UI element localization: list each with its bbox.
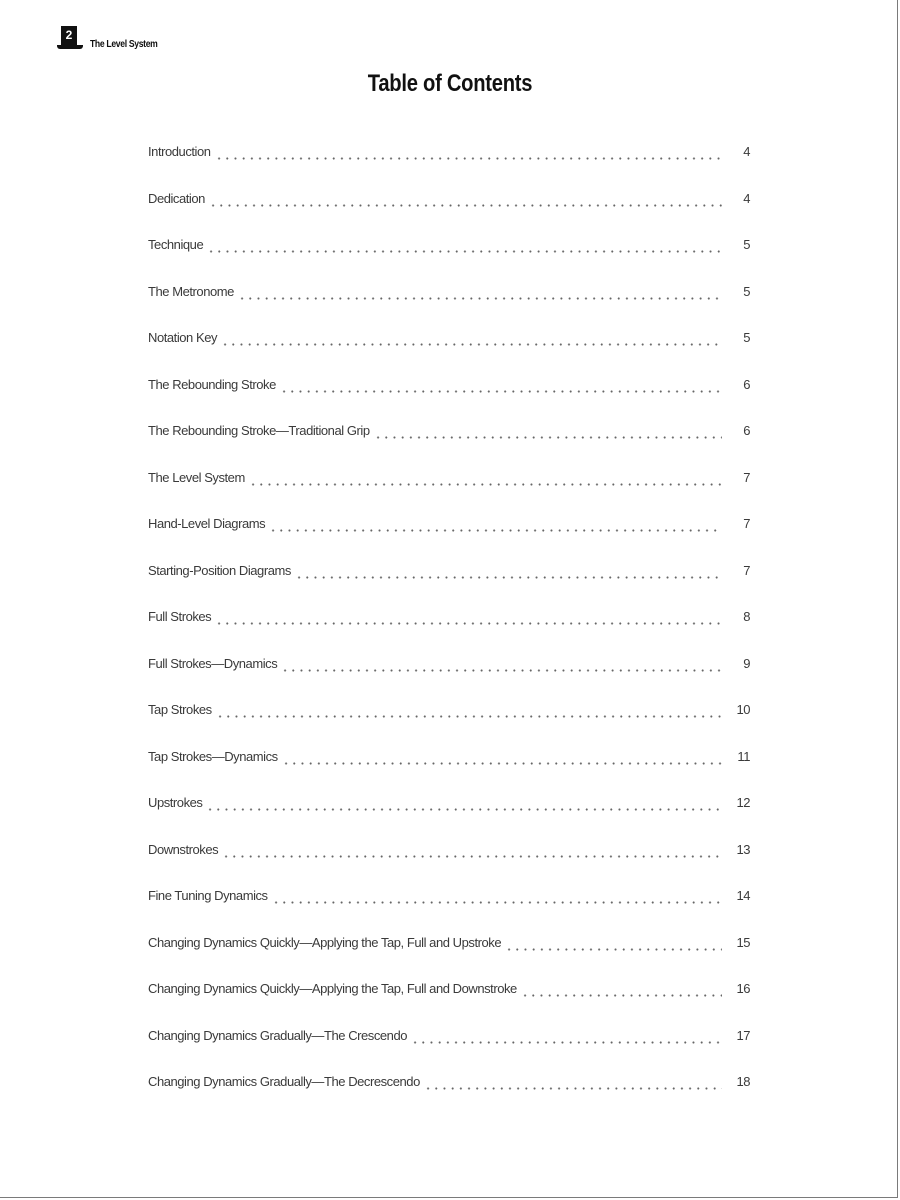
toc-entry (148, 512, 750, 559)
toc-entry-label: Full Strokes—Dynamics (148, 655, 278, 671)
toc-entry-label: The Metronome (148, 283, 234, 299)
toc-entry-page: 5 (743, 283, 750, 299)
toc-entry-label: Starting-Position Diagrams (148, 562, 291, 578)
running-header (57, 26, 172, 54)
toc-entry-page: 4 (743, 144, 750, 159)
toc-entry-page: 5 (743, 330, 750, 345)
toc-entry (148, 466, 750, 513)
toc-entry-page: 7 (743, 516, 750, 531)
toc-entry-label: Dedication (148, 190, 205, 206)
toc-entry (148, 187, 750, 234)
toc-entry-label: The Level System (148, 469, 245, 485)
toc-entry-label: Full Strokes (148, 609, 212, 624)
toc-entry (148, 838, 750, 885)
toc-entry-label: Tap Strokes—Dynamics (148, 748, 278, 764)
dot-leader (207, 233, 722, 257)
toc-entry (148, 698, 750, 745)
toc-entry-label: Introduction (148, 144, 211, 159)
dot-leader (411, 1024, 722, 1048)
toc-entry-page: 9 (743, 655, 750, 671)
toc-entry-page: 14 (736, 888, 750, 903)
toc-entry-label: Upstrokes (148, 795, 203, 810)
toc-entry-label: Technique (148, 237, 204, 252)
toc-entry (148, 605, 750, 652)
toc-entry (148, 1024, 750, 1071)
toc-entry-page: 6 (743, 423, 750, 438)
toc-entry (148, 791, 750, 838)
toc-entry-label: Downstrokes (148, 841, 219, 857)
dot-leader (521, 977, 722, 1001)
toc-entry (148, 1070, 750, 1117)
toc-entry-page: 6 (743, 376, 750, 392)
dot-leader (295, 559, 722, 583)
toc-entry-label: Notation Key (148, 330, 218, 345)
hat-brim-icon (57, 45, 83, 49)
page-title: Table of Contents (367, 70, 533, 97)
dot-leader (209, 187, 722, 211)
dot-leader (282, 745, 722, 769)
toc-entry (148, 745, 750, 792)
toc-entry-page: 12 (736, 795, 750, 810)
toc-entry-page: 8 (743, 609, 750, 624)
toc-entry (148, 977, 750, 1024)
toc-entry-page: 7 (743, 469, 750, 485)
toc-entry-label: Fine Tuning Dynamics (148, 888, 268, 903)
toc-entry (148, 884, 750, 931)
toc-entry-label: Hand-Level Diagrams (148, 516, 266, 531)
toc-entry-page: 18 (736, 1074, 750, 1089)
page-number: 2 (61, 26, 77, 45)
toc-entry-label: Changing Dynamics Gradually—The Crescendo (148, 1027, 408, 1043)
toc-entry-page: 13 (736, 841, 750, 857)
dot-leader (281, 652, 722, 676)
dot-leader (216, 698, 722, 722)
toc-entry-label: Changing Dynamics Quickly—Applying the Tap, Full and Downstroke (148, 981, 517, 996)
dot-leader (206, 791, 722, 815)
toc-entry-page: 7 (743, 562, 750, 578)
toc-entry-label: Changing Dynamics Quickly—Applying the Tap, Full and Upstroke (148, 934, 502, 950)
toc-entry-page: 11 (737, 748, 750, 764)
toc-entry-page: 16 (736, 981, 750, 996)
toc-entry-label: Changing Dynamics Gradually—The Decrescendo (148, 1074, 420, 1089)
toc-entry (148, 931, 750, 978)
dot-leader (215, 140, 722, 164)
toc-entry (148, 559, 750, 606)
toc-entry-page: 15 (736, 934, 750, 950)
dot-leader (505, 931, 722, 955)
dot-leader (222, 838, 722, 862)
dot-leader (215, 605, 722, 629)
toc-list (148, 140, 750, 1117)
toc-entry-label: The Rebounding Stroke—Traditional Grip (148, 423, 370, 438)
toc-entry (148, 652, 750, 699)
dot-leader (374, 419, 722, 443)
page-number-badge (57, 26, 87, 54)
running-header-title: The Level System (90, 38, 158, 50)
toc-entry-page: 5 (743, 237, 750, 252)
dot-leader (272, 884, 722, 908)
toc-entry (148, 280, 750, 327)
toc-entry-label: The Rebounding Stroke (148, 376, 276, 392)
dot-leader (280, 373, 722, 397)
toc-entry-page: 17 (736, 1027, 750, 1043)
toc-entry (148, 140, 750, 187)
toc-entry (148, 326, 750, 373)
dot-leader (249, 466, 722, 490)
toc-entry-label: Tap Strokes (148, 702, 212, 717)
toc-entry (148, 233, 750, 280)
toc-entry (148, 419, 750, 466)
toc-entry-page: 4 (743, 190, 750, 206)
dot-leader (269, 512, 722, 536)
dot-leader (238, 280, 722, 304)
dot-leader (221, 326, 722, 350)
toc-entry-page: 10 (736, 702, 750, 717)
toc-entry (148, 373, 750, 420)
dot-leader (424, 1070, 722, 1094)
